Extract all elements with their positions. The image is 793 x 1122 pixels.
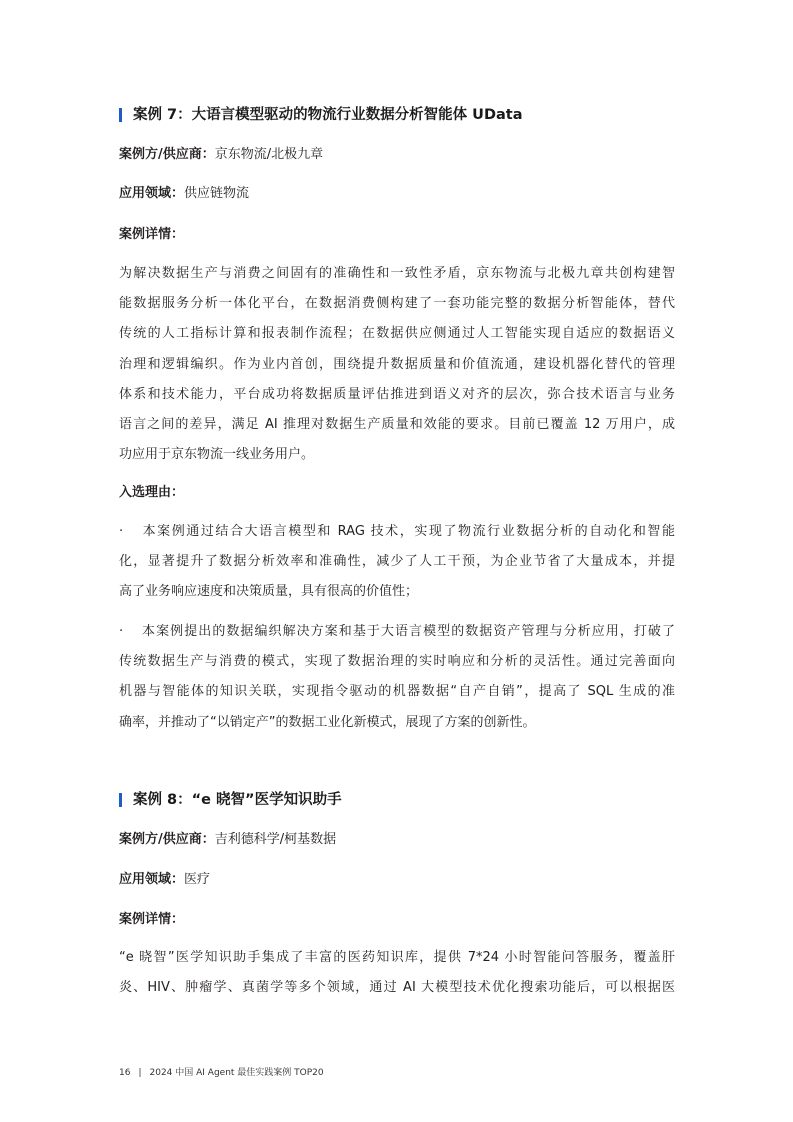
paragraph-line: “e 晓智”医学知识助手集成了丰富的医药知识库，提供 7*24 小时智能问答服务，覆盖肝 (119, 950, 675, 965)
details-label: 案例详情： (119, 227, 185, 242)
page-number: 16 (119, 1068, 131, 1078)
domain-value: 医疗 (184, 872, 211, 887)
bullet-line: 确率，并推动了“以销定产”的数据工业化新模式，展现了方案的创新性。 (119, 714, 536, 730)
bullet-line: 高了业务响应速度和决策质量，具有很高的价值性； (119, 584, 419, 600)
section-marker-bar (119, 108, 122, 122)
paragraph-line: 体系和技术能力，平台成功将数据质量评估推进到语义对齐的层次，弥合技术语言与业务 (119, 386, 675, 402)
paragraph-line: 传统的人工指标计算和报表制作流程；在数据供应侧通过人工智能实现自适应的数据语义 (119, 326, 675, 342)
bullet-text: 本案例提出的数据编织解决方案和基于大语言模型的数据资产管理与分析应用，打破了 (141, 624, 675, 639)
case7-provider (119, 145, 323, 165)
provider-label: 案例方/供应商： (119, 147, 215, 162)
case7-bullet-1 (119, 517, 675, 608)
bullet-line (119, 617, 675, 647)
paragraph-line: 语言之间的差异，满足 AI 推理对数据生产质量和效能的要求。目前已覆盖 12 万用户，成 (119, 417, 675, 433)
domain-label: 应用领域： (119, 186, 185, 201)
domain-label: 应用领域： (119, 872, 185, 887)
case8-details-heading (119, 910, 184, 930)
provider-label: 案例方/供应商： (119, 832, 215, 847)
section-marker-bar (119, 793, 122, 807)
bullet-text: 本案例通过结合大语言模型和 RAG 技术，实现了物流行业数据分析的自动化和智能 (141, 524, 675, 539)
provider-value: 吉利德科学/柯基数据 (214, 832, 337, 847)
paragraph-line: 炎、HIV、肿瘤学、真菌学等多个领域，通过 AI 大模型技术优化搜索功能后，可以根据医 (119, 980, 675, 996)
paragraph-line: 治理和逻辑编织。作为业内首创，围绕提升数据质量和价值流通，建设机器化替代的管理 (119, 356, 675, 372)
bullet-line: 化，显著提升了数据分析效率和准确性，减少了人工干预，为企业节省了大量成本，并提 (119, 554, 675, 570)
case7-details-paragraph (119, 259, 675, 470)
case7-title-text: 案例 7：大语言模型驱动的物流行业数据分析智能体 UData (133, 107, 523, 123)
paragraph-line: 功应用于京东物流一线业务用户。 (119, 447, 315, 463)
bullet-dot-icon: · (119, 524, 124, 539)
footer-title: 2024 中国 AI Agent 最佳实践案例 TOP20 (149, 1068, 324, 1078)
bullet-dot-icon: · (119, 624, 124, 639)
paragraph-line: 能数据服务分析一体化平台，在数据消费侧构建了一套功能完整的数据分析智能体，替代 (119, 296, 675, 312)
case7-bullet-2 (119, 617, 675, 738)
paragraph-line: 为解决数据生产与消费之间固有的准确性和一致性矛盾，京东物流与北极九章共创构建智 (119, 266, 675, 281)
details-label: 案例详情： (119, 912, 185, 927)
footer-separator: | (138, 1068, 142, 1078)
case8-domain (119, 870, 210, 890)
case7-title (119, 105, 523, 125)
case7-domain (119, 184, 249, 204)
case8-title (119, 790, 342, 810)
case8-details-paragraph (119, 943, 675, 1003)
case8-provider (119, 830, 336, 850)
case7-reason-heading (119, 483, 184, 503)
bullet-line (119, 517, 675, 547)
case7-details-heading (119, 225, 184, 245)
provider-value: 京东物流/北极九章 (214, 147, 324, 162)
domain-value: 供应链物流 (184, 186, 250, 201)
reason-label: 入选理由： (119, 485, 185, 500)
bullet-line: 机器与智能体的知识关联，实现指令驱动的机器数据“自产自销”，提高了 SQL 生成的准 (119, 684, 675, 700)
page-footer (119, 1066, 324, 1080)
bullet-line: 传统数据生产与消费的模式，实现了数据治理的实时响应和分析的灵活性。通过完善面向 (119, 654, 675, 670)
case8-title-text: 案例 8：“e 晓智”医学知识助手 (133, 792, 342, 808)
